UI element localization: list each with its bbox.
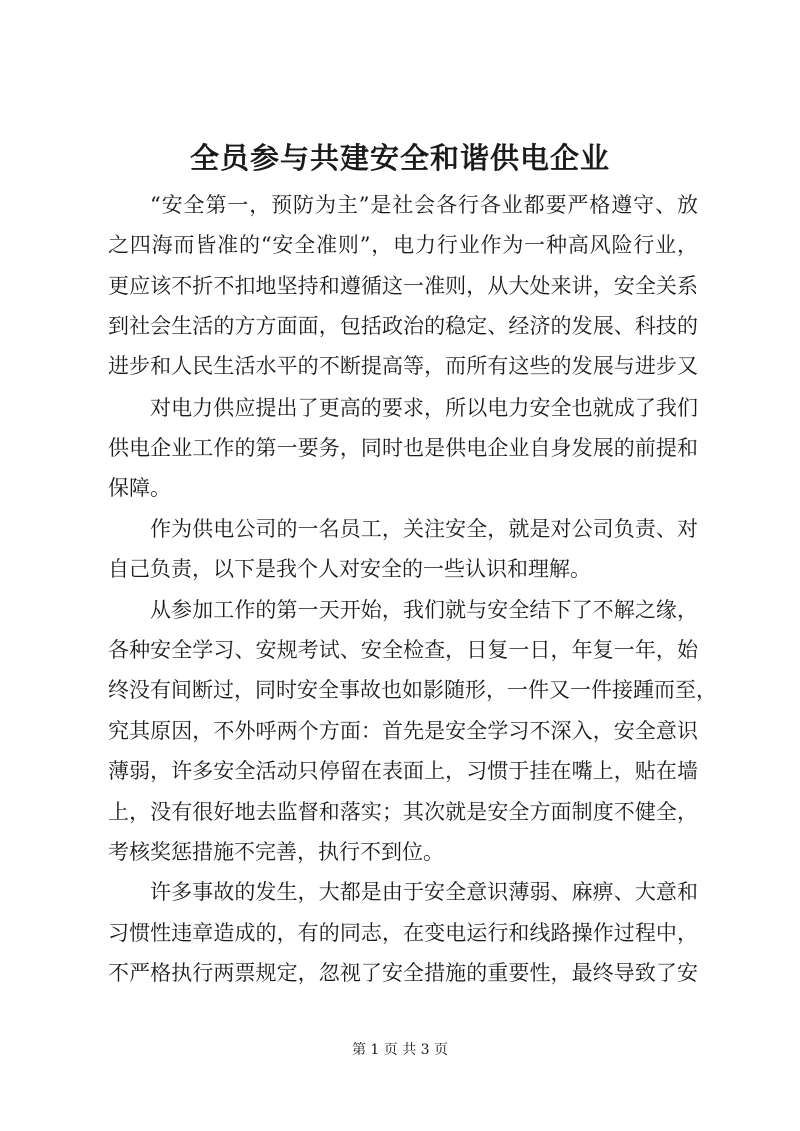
body-line: 究其原因，不外呼两个方面：首先是安全学习不深入，安全意识 <box>108 719 698 743</box>
body-line: 自己负责，以下是我个人对安全的一些认识和理解。 <box>108 557 591 581</box>
body-line: 许多事故的发生，大都是由于安全意识薄弱、麻痹、大意和 <box>150 880 698 904</box>
body-line: 之四海而皆准的“安全准则”，电力行业作为一种高风险行业， <box>108 233 698 257</box>
body-line: 薄弱，许多安全活动只停留在表面上，习惯于挂在嘴上，贴在墙 <box>108 759 698 783</box>
body-line: 供电企业工作的第一要务，同时也是供电企业自身发展的前提和 <box>108 436 698 460</box>
body-line: 进步和人民生活水平的不断提高等，而所有这些的发展与进步又 <box>108 354 698 378</box>
body-line: 终没有间断过，同时安全事故也如影随形，一件又一件接踵而至， <box>108 678 717 702</box>
body-line: 对电力供应提出了更高的要求，所以电力安全也就成了我们 <box>150 396 698 420</box>
body-line: 习惯性违章造成的，有的同志，在变电运行和线路操作过程中， <box>108 921 698 945</box>
body-line: 保障。 <box>108 476 171 500</box>
body-line: 到社会生活的方方面面，包括政治的稳定、经济的发展、科技的 <box>108 314 698 338</box>
body-line: 上，没有很好地去监督和落实；其次就是安全方面制度不健全， <box>108 800 698 824</box>
body-line: 不严格执行两票规定，忽视了安全措施的重要性，最终导致了安 <box>108 961 698 985</box>
page-number-footer: 第 1 页 共 3 页 <box>351 1042 449 1058</box>
body-line: 作为供电公司的一名员工，关注安全，就是对公司负责、对 <box>150 517 698 541</box>
body-line: “安全第一，预防为主”是社会各行各业都要严格遵守、放 <box>150 193 698 217</box>
body-line: 考核奖惩措施不完善，执行不到位。 <box>108 840 444 864</box>
document-title: 全员参与共建安全和谐供电企业 <box>189 141 610 175</box>
body-line: 各种安全学习、安规考试、安全检查，日复一日，年复一年，始 <box>108 638 698 662</box>
body-line: 从参加工作的第一天开始，我们就与安全结下了不解之缘， <box>150 598 698 622</box>
body-line: 更应该不折不扣地坚持和遵循这一准则，从大处来讲，安全关系 <box>108 274 698 298</box>
